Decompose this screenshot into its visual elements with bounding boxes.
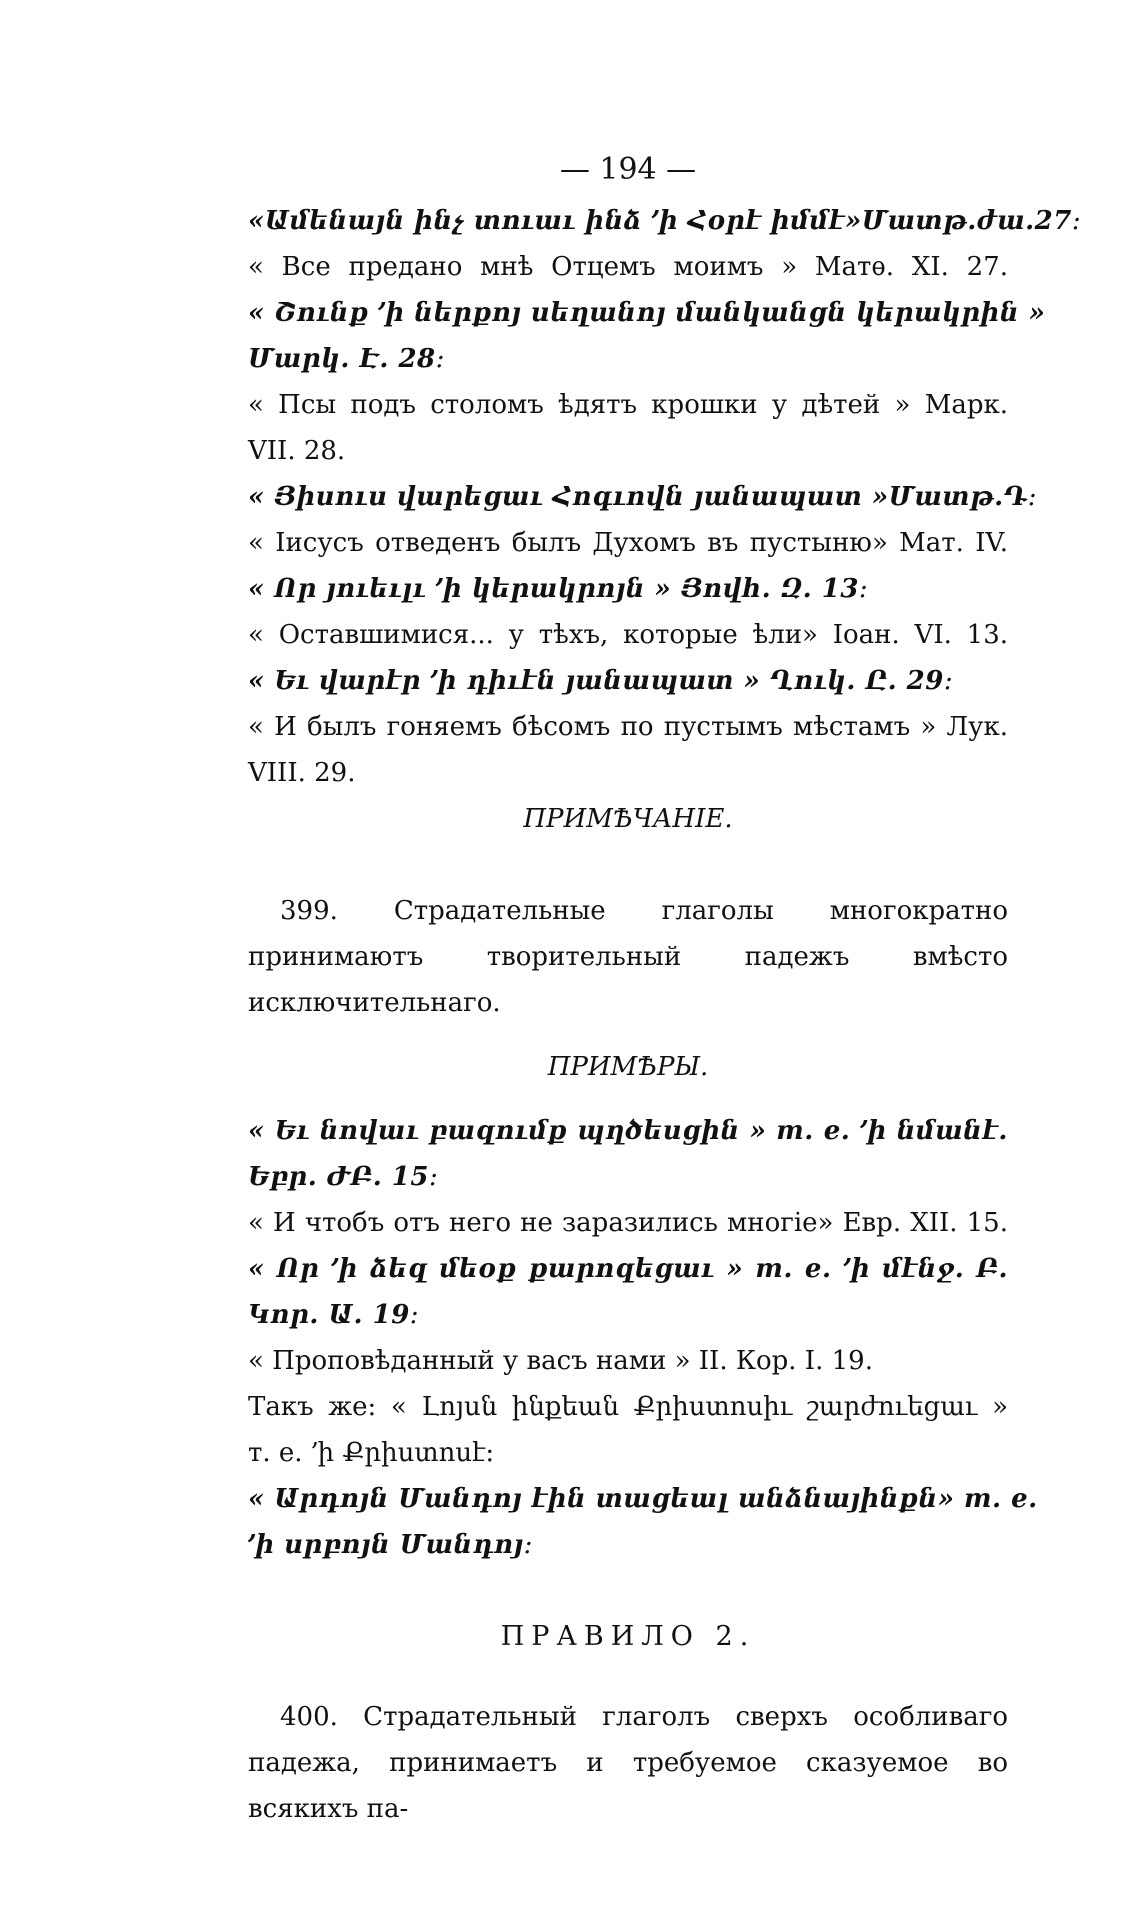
- russian-line: « Проповѣданный у васъ нами » II. Кор. I. 19.: [248, 1346, 873, 1376]
- russian-line: « И былъ гоняемъ бѣсомъ по пустымъ мѣстамъ » Лук.: [248, 712, 1008, 742]
- examples-block-2: [248, 1108, 1038, 1568]
- russian-line: « Все предано мнѣ Отцемъ моимъ » Матѳ. XI. 27.: [248, 252, 1008, 282]
- paragraph-399: 399. Страдательные глаголы многократно принимаютъ творительный падежъ вмѣсто исключительнаго.: [248, 896, 1008, 1018]
- russian-line: VII. 28.: [248, 436, 346, 466]
- armenian-line: « Որ ՚ի ձեզ մեօք քարոզեցաւ » т. е. ՚ի մէնջ. Բ.: [248, 1254, 1008, 1284]
- armenian-line: « Շունք ՚ի ներքոյ սեղանոյ մանկանցն կերակրին »: [248, 298, 1046, 328]
- armenian-line: ՚ի սրբոյն Մանդոյ։: [248, 1530, 533, 1560]
- armenian-line: « Եւ նովաւ բազումք պղծեսցին » т. е. ՚ի նմանէ.: [248, 1116, 1008, 1146]
- rule-heading: ПРАВИЛО 2.: [500, 1621, 756, 1652]
- russian-line: « Іисусъ отведенъ былъ Духомъ въ пустыню» Мат. IV.: [248, 528, 1008, 558]
- armenian-line: « Յիսուս վարեցաւ Հոգւովն յանապատ »Մատթ.Դ։: [248, 482, 1038, 512]
- russian-line: « И чтобъ отъ него не заразились многіе» Евр. XII. 15.: [248, 1208, 1008, 1238]
- russian-line: « Псы подъ столомъ ѣдятъ крошки у дѣтей » Марк.: [248, 390, 1008, 420]
- armenian-line: Մարկ. Է. 28։: [248, 344, 445, 374]
- mixed-line: т. е. ՚ի Քրիստոսէ։: [248, 1438, 495, 1468]
- mixed-line: Такъ же: « Լոյսն ինքեան Քրիստոսիւ շարժուեցաւ »: [248, 1392, 1008, 1422]
- text-column: [248, 150, 1082, 1832]
- paragraph-400: 400. Страдательный глаголъ сверхъ особливаго падежа, принимаетъ и требуемое сказуемое во всякихъ па-: [248, 1702, 1008, 1824]
- armenian-line: Կոր. Ա. 19։: [248, 1300, 420, 1330]
- armenian-line: « Եւ վարէր ՚ի դիւէն յանապատ » Ղուկ. Ը. 29։: [248, 666, 954, 696]
- examples-heading: ПРИМѢРЫ.: [547, 1052, 709, 1082]
- page-number: — 194 —: [559, 152, 697, 187]
- russian-line: VIII. 29.: [248, 758, 356, 788]
- armenian-line: « Արդոյն Մանդոյ էին տացեալ անձնայինքն» т. е.: [248, 1484, 1038, 1514]
- armenian-line: «Ամենայն ինչ տուաւ ինձ ՚ի Հօրէ իմմէ»Մատթ.ժա.27։: [248, 206, 1082, 236]
- armenian-line: « Որ յուեւլւ ՚ի կերակրոյն » Յովհ. Զ. 13։: [248, 574, 869, 604]
- note-heading: ПРИМѢЧАНІЕ.: [523, 804, 733, 834]
- armenian-line: Եբր. ԺԲ. 15։: [248, 1162, 439, 1192]
- examples-block-1: [248, 198, 1082, 796]
- russian-line: « Оставшимися... у тѣхъ, которые ѣли» Іоан. VI. 13.: [248, 620, 1008, 650]
